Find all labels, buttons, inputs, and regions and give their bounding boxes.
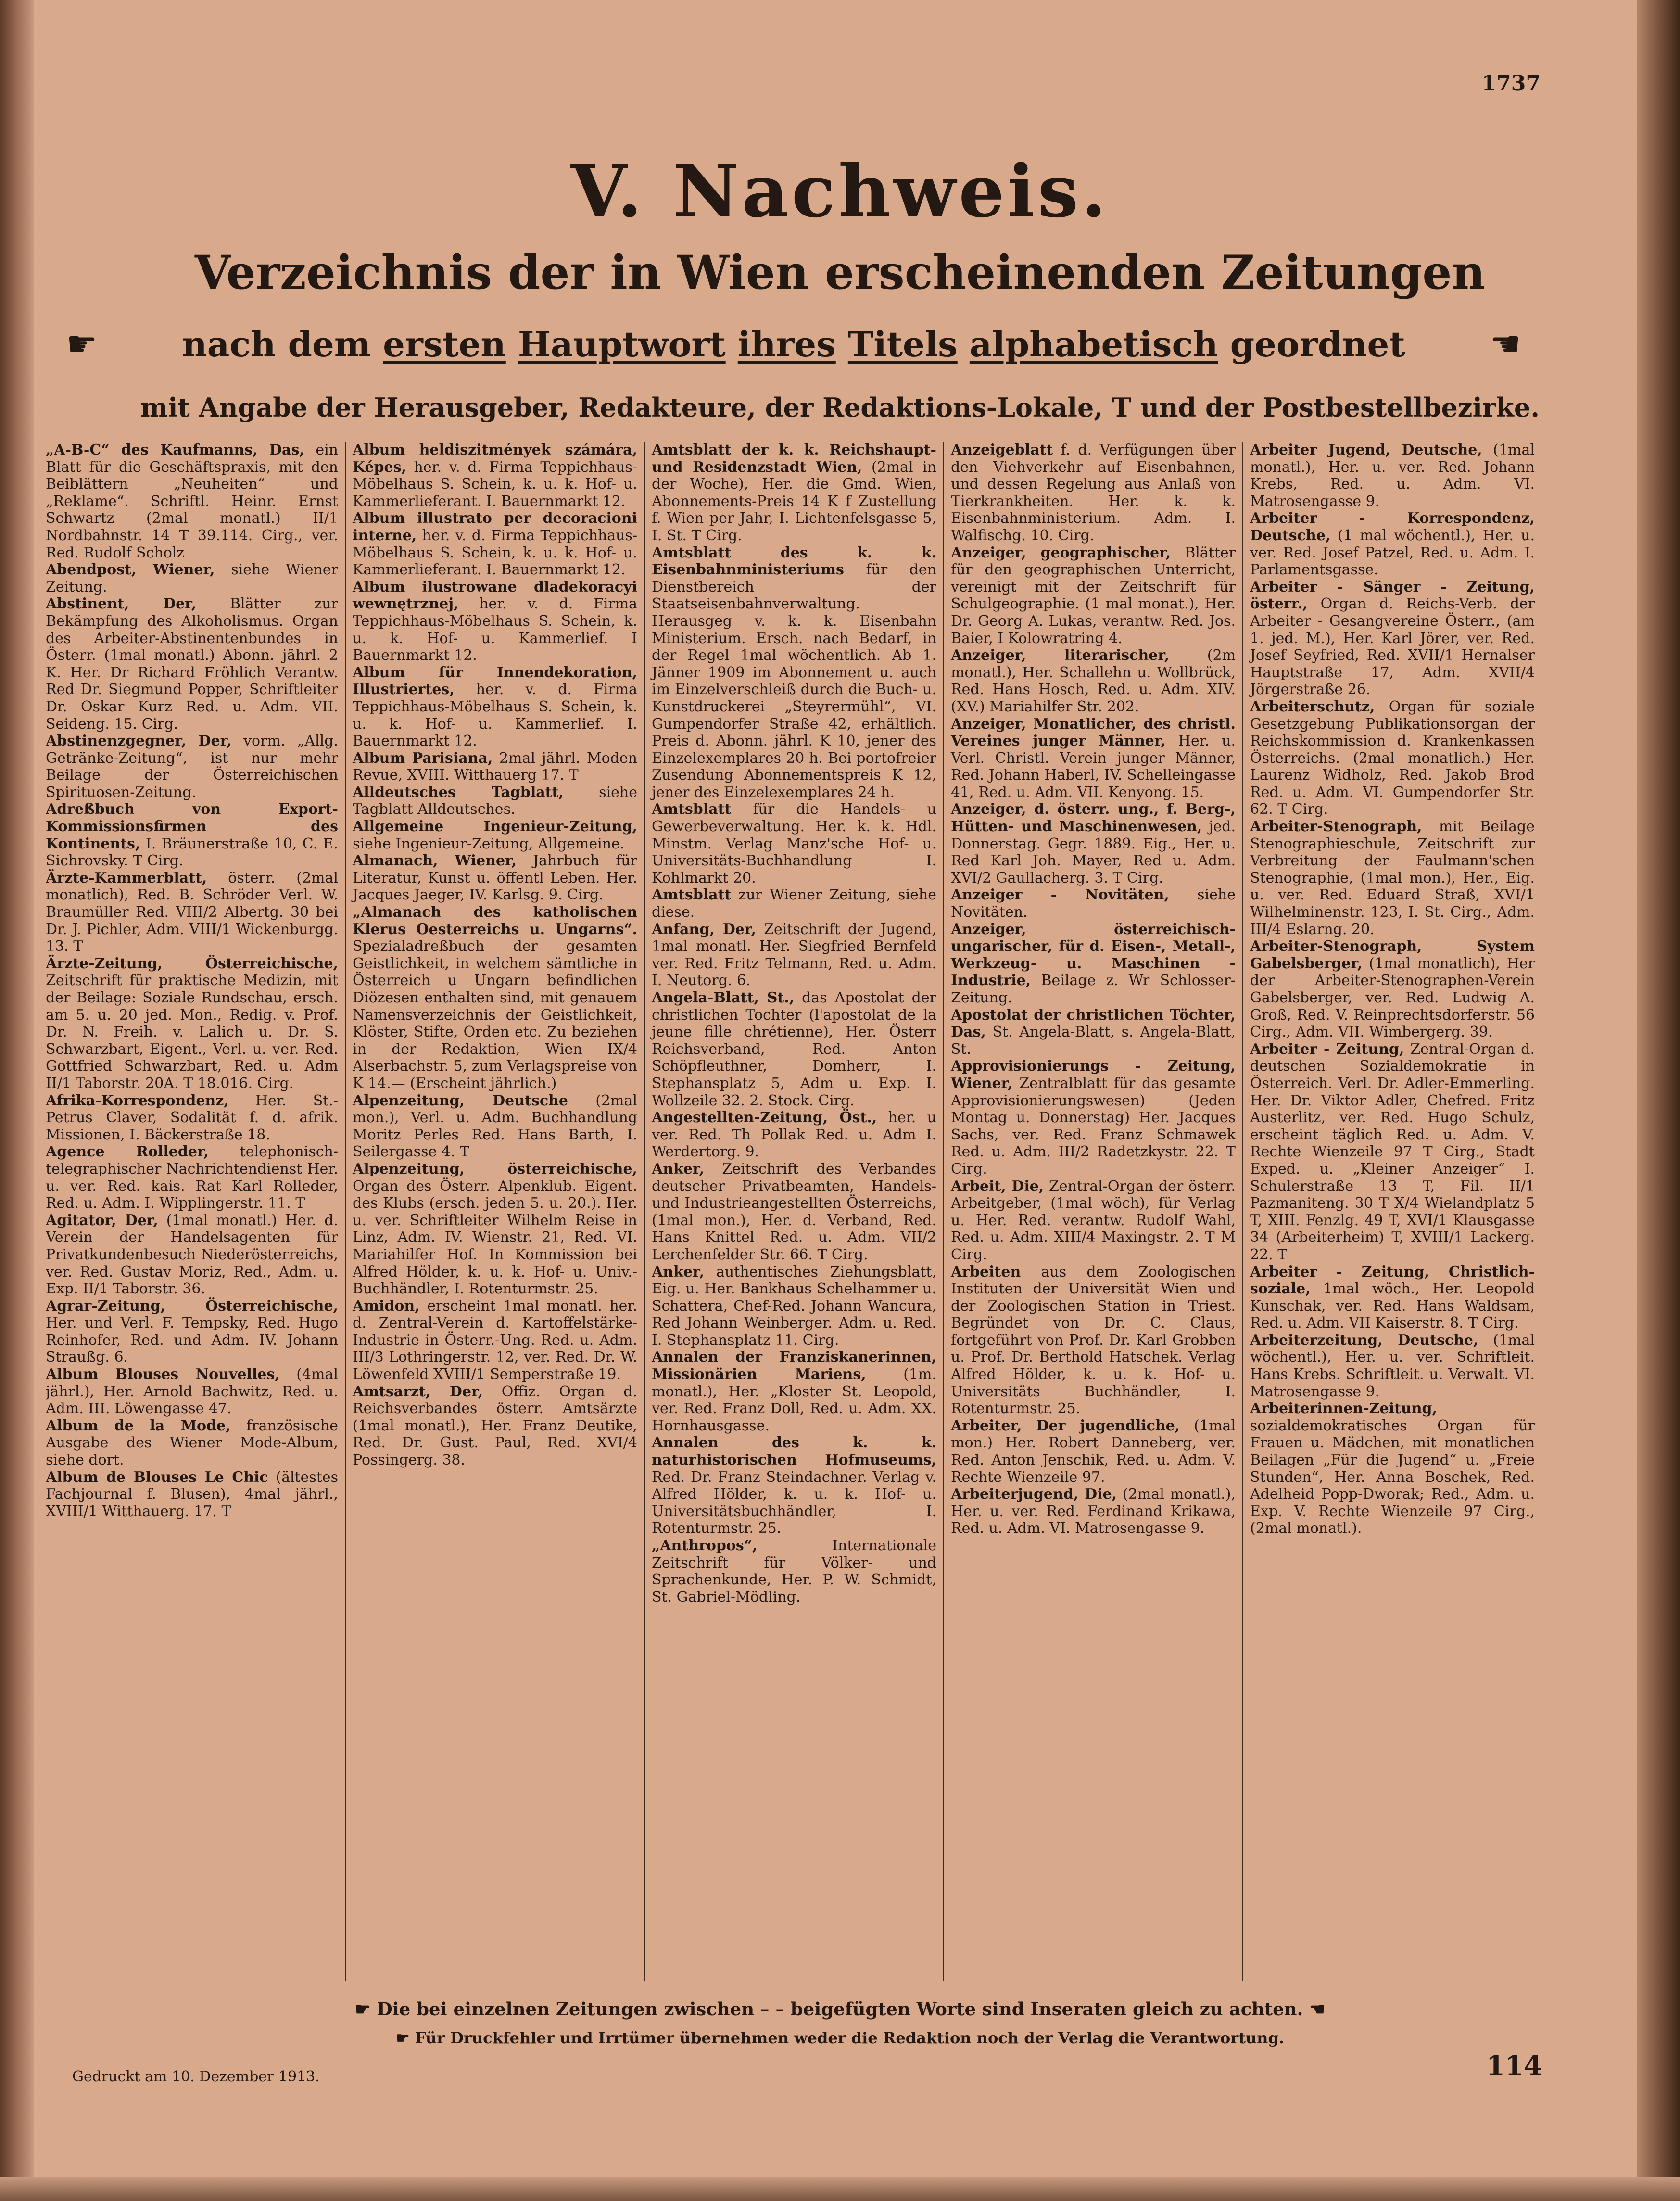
entry-details: f. d. Verfügungen über den Viehverkehr auf Eisenbahnen, und dessen Regelung aus Anlaß von Tierkrankheiten. Her. k. k. Eisenbahnministerium. Adm. I. Walfischg. 10. Cirg.	[951, 442, 1236, 544]
entry-title: Album Parisiana,	[353, 749, 493, 767]
listing-entry	[353, 784, 637, 818]
entry-details: Her. u. Verl. Christl. Verein junger Männer, Red. Johann Haberl, IV. Schelleingasse 41, Red. u. Adm. VII. Kenyong. 15.	[951, 733, 1236, 801]
entry-title: Afrika-Korrespondenz,	[46, 1092, 229, 1109]
entry-details: Zentral-Organ der österr. Arbeitgeber, (1mal wöch), für Verlag u. Her. Red. verantw. Rudolf Wahl, Red. u. Adm. XIII/4 Maxingstr. 2. T M Cirg.	[951, 1177, 1236, 1263]
entry-details: Zentralblatt für das gesamte Approvisionierungswesen) (Jeden Montag u. Donnerstag) Her. Jacques Sachs, ver. Red. Franz Schmawek Red. u. Adm. III/2 Radetzkystr. 22. T Cirg.	[951, 1075, 1236, 1177]
entry-title: Anzeiger, literarischer,	[951, 647, 1170, 664]
entry-title: Angela-Blatt, St.,	[652, 989, 795, 1006]
entry-details: vorm. „Allg. Getränke-Zeitung“, ist nur mehr Beilage der Österreichischen Spirituosen-Zeitung.	[46, 733, 338, 801]
listing-entry	[353, 1298, 637, 1383]
entry-details: (2mal mon.), Verl. u. Adm. Buchhandlung Moritz Perles Red. Hans Barth, I. Seilergasse 4. T	[353, 1092, 637, 1161]
entry-details: her. v. d. Firma Teppichhaus-Möbelhaus S. Schein, k. u. k. Hof- u. Kammerlief. I. Bauernmarkt 12.	[353, 681, 638, 750]
listing-entry	[652, 1434, 936, 1537]
listing-entry	[652, 1161, 936, 1264]
entry-title: „Anthropos“,	[652, 1537, 758, 1554]
entry-details: 1mal wöch., Her. Leopold Kunschak, ver. Red. Hans Waldsam, Red. u. Adm. VII Kaiserstr. 8. T Cirg.	[1250, 1280, 1535, 1332]
ordering-note-text	[118, 324, 1469, 365]
listing-entry	[652, 1109, 936, 1161]
entry-title: Approvisionierungs - Zeitung, Wiener,	[951, 1058, 1236, 1092]
entry-details: I. Bräunerstraße 10, C. E. Sichrovsky. T Cirg.	[46, 835, 338, 870]
listing-entry	[46, 733, 338, 801]
entry-details: Blätter für den geographischen Unterricht, vereinigt mit der Zeitschrift für Schulgeographie. (1 mal monat.), Her. Dr. Georg A. Lukas, verantw. Red. Jos. Baier, I Kolowratring 4.	[951, 544, 1236, 647]
entry-title: Arbeiter - Zeitung,	[1250, 1040, 1404, 1058]
listing-entry	[652, 442, 936, 544]
listing-entry	[353, 579, 637, 664]
listing-column	[943, 442, 1242, 1981]
entry-details: österr. (2mal monatlich), Red. B. Schröder Verl. W. Braumüller Red. VIII/2 Albertg. 30 bei Dr. J. Pichler, Adm. VIII/1 Wickenburgg. 13. T	[46, 869, 338, 955]
entry-details: mit Beilage Stenographieschule, Zeitschrift zur Verbreitung der Faulmann'schen Stenographie, (1mal mon.), Her., Eig. u. ver. Red. Eduard Straß, XVI/1 Wilhelminenstr. 123, I. St. Cirg., Adm. III/4 Eslarng. 20.	[1250, 818, 1535, 938]
entry-details: her. v. d. Firma Teppichhaus-Möbelhaus S. Schein, k. u. k. Hof- u. Kammerlieferant. I. Bauernmarkt 12.	[353, 458, 638, 510]
entry-title: Amtsarzt, Der,	[353, 1383, 483, 1400]
entry-details: Her. und Verl. F. Tempsky, Red. Hugo Reinhofer, Red. und Adm. IV. Johann Straußg. 6.	[46, 1315, 338, 1366]
entry-title: Apostolat der christlichen Töchter, Das,	[951, 1006, 1236, 1041]
entry-title: Arbeiterinnen-Zeitung,	[1250, 1400, 1437, 1417]
entry-title: Arbeiter-Stenograph, System Gabelsberger,	[1250, 938, 1535, 972]
listing-entry	[1250, 510, 1535, 578]
entry-title: Alpenzeitung, Deutsche	[353, 1092, 568, 1109]
entry-title: Arbeiter, Der jugendliche,	[951, 1417, 1180, 1434]
print-date: Gedruckt am 10. Dezember 1913.	[72, 2068, 320, 2085]
sheet-number: 114	[1486, 2050, 1542, 2082]
ordering-word: Titels	[847, 323, 958, 365]
ordering-word: Hauptwort	[518, 323, 726, 365]
entry-title: Alldeutsches Tagblatt,	[353, 784, 564, 801]
entry-details: (1mal wöchentl.), Her. u. ver. Schriftleit. Hans Krebs. Schriftleit. u. Verwalt. VI. Matrosengasse 9.	[1250, 1331, 1535, 1400]
entry-title: Adreßbuch von Export-Kommissionsfirmen des Kontinents,	[46, 801, 338, 852]
listing-entry	[46, 1212, 338, 1298]
listing-entry	[353, 750, 637, 784]
entry-title: Anzeiger - Novitäten,	[951, 886, 1169, 904]
listing-entry	[951, 1486, 1236, 1537]
entry-details: Organ für soziale Gesetzgebung Publikationsorgan der Reichskommission d. Krankenkassen Österreichs. (2mal monatlich.) Her. Laurenz Widholz, Red. Jakob Brod Red. u. Adm. VI. Gumpendorfer Str. 62. T Cirg.	[1250, 698, 1535, 818]
entry-details: sozialdemokratisches Organ für Frauen u. Mädchen, mit monatlichen Beilagen „Für die Jugend“ u. „Freie Stunden“, Her. Anna Boschek, Red. Adelheid Popp-Dworak; Red., Adm. u. Exp. V. Rechte Wienzeile 97 Cirg., (2mal monatl.).	[1250, 1417, 1535, 1537]
entry-title: Abstinent, Der,	[46, 595, 197, 613]
listing-entry	[652, 801, 936, 886]
entry-details: für die Handels- u Gewerbeverwaltung. Her. k. k. Hdl. Minstm. Verlag Manz'sche Hof- u. Universitäts-Buchhandlung I. Kohlmarkt 20.	[652, 801, 936, 886]
entry-details: Internationale Zeitschrift für Völker- und Sprachenkunde, Her. P. W. Schmidt, St. Gabriel-Mödling.	[652, 1537, 936, 1606]
listing-entry	[951, 442, 1236, 544]
entry-details: her. u ver. Red. Th Pollak Red. u. Adm I. Werdertorg. 9.	[652, 1109, 937, 1161]
entry-details: telephonisch-telegraphischer Nachrichtendienst Her. u. ver. Red. kais. Rat Karl Rolleder, Red. u. Adm. I. Wipplingerstr. 11. T	[46, 1143, 338, 1212]
listing-entry	[951, 716, 1236, 801]
listing-entry	[951, 921, 1236, 1007]
entry-details: Zeitschrift des Verbandes deutscher Privatbeamten, Handels- und Industrieangestellten Österreichs, (1mal mon.), Her. d. Verband, Red. Hans Knittel Red. u. Adm. VII/2 Lerchenfelder Str. 66. T Cirg.	[652, 1160, 936, 1263]
listing-entry	[46, 1298, 338, 1366]
listing-entry	[353, 818, 637, 852]
entry-details: siehe Wiener Zeitung.	[46, 561, 338, 595]
entry-details: siehe Ingenieur-Zeitung, Allgemeine.	[353, 835, 625, 852]
pointing-hand-left-icon: ☚	[1490, 324, 1521, 364]
listing-entry	[353, 904, 637, 1092]
entry-details: (4mal jährl.), Her. Arnold Bachwitz, Red. u. Adm. III. Löwengasse 47.	[46, 1366, 338, 1417]
entry-title: Anfang, Der,	[652, 921, 756, 938]
entry-title: Ärzte-Kammerblatt,	[46, 869, 207, 886]
entry-details: Blätter zur Bekämpfung des Alkoholismus. Organ des Arbeiter-Abstinentenbundes in Österr. (1mal monatl.) Abonn. jährl. 2 K. Her. Dr Richard Fröhlich Verantw. Red Dr. Siegmund Popper, Schriftleiter Dr. Oskar Kurz Red. u. Adm. VII. Seideng. 15. Cirg.	[46, 595, 338, 733]
entry-details: her. v. d. Firma Teppichhaus-Möbelhaus S. Schein, k. u. k. Hof- u. Kammerlieferant. I. Bauernmarkt 12.	[353, 527, 638, 579]
entry-details: St. Angela-Blatt, s. Angela-Blatt, St.	[951, 1024, 1236, 1058]
entry-title: Arbeit, Die,	[951, 1177, 1044, 1195]
listing-entry	[1250, 442, 1535, 510]
listing-entry	[1250, 579, 1535, 698]
ordering-word: ersten	[383, 323, 506, 365]
listing-entry	[353, 664, 637, 750]
entry-details: ein Blatt für die Geschäftspraxis, mit den Beiblättern „Neuheiten“ und „Reklame“. Schriftl. Heinr. Ernst Schwartz (2mal monatl.) II/1 Nordbahnstr. 14 T 39.114. Cirg., ver. Red. Rudolf Scholz	[46, 442, 338, 561]
entry-title: Anzeiger, Monatlicher, des christl. Vereines junger Männer,	[951, 715, 1236, 750]
entry-title: Allgemeine Ingenieur-Zeitung,	[353, 818, 637, 835]
entry-title: Arbeiter - Korrespondenz, Deutsche,	[1250, 510, 1535, 544]
entry-title: Arbeiterjugend, Die,	[951, 1486, 1117, 1503]
entry-title: Anker,	[652, 1263, 705, 1280]
section-title: V. Nachweis.	[570, 149, 1110, 234]
listing-entry	[951, 1178, 1236, 1264]
entry-title: Arbeiterzeitung, Deutsche,	[1250, 1331, 1478, 1349]
listing-entry	[353, 852, 637, 904]
listing-column	[46, 442, 345, 1981]
listing-entry	[1250, 1041, 1535, 1264]
pointing-hand-right-icon: ☛	[66, 324, 98, 364]
entry-details: her. v. d. Firma Teppichhaus-Möbelhaus S. Schein, k. u. k. Hof- u. Kammerlief. I Bauernmarkt 12.	[353, 595, 637, 664]
listing-entry	[951, 544, 1236, 647]
listing-entry	[353, 510, 637, 578]
entry-details: Zeitschrift für praktische Medizin, mit der Beilage: Soziale Rundschau, ersch. am 5. u. 20 jed. Mon., Redig. v. Prof. Dr. N. Freih. v. Lalich u. Dr. S. Schwarzbart, Eigent., Verl. u. ver. Red. Gottfried Schwarzbart, Red. u. Adm II/1 Taborstr. 20A. T 18.016. Cirg.	[46, 972, 338, 1092]
entry-title: „Almanach des katholischen Klerus Oesterreichs u. Ungarns“.	[353, 904, 637, 938]
entry-title: Arbeiter Jugend, Deutsche,	[1250, 442, 1482, 458]
listing-entry	[46, 1143, 338, 1212]
ordering-word: alphabetisch	[969, 323, 1218, 365]
entry-details: Spezialadreßbuch der gesamten Geistlichkeit, in welchem sämtliche in Österreich u Ungarn befindlichen Diözesen enthalten sind, mit genauem Namensverzeichnis der Geistlichkeit, Klöster, Stifte, Orden etc. Zu beziehen in der Redaktion, Wien IX/4 Alserbachstr. 5, zum Verlagspreise von K 14.— (Erscheint jährlich.)	[353, 938, 637, 1092]
entry-title: Annalen der Franziskanerinnen, Missionärien Mariens,	[652, 1349, 936, 1383]
entry-details: Red. Dr. Franz Steindachner. Verlag v. Alfred Hölder, k. u. k. Hof- u. Universitätsbuchhändler, I. Rotenturmstr. 25.	[652, 1468, 936, 1537]
entry-title: Album heldiszitmények számára, Képes,	[353, 442, 637, 476]
entry-details: (1m. monatl.), Her. „Kloster St. Leopold, ver. Red. Franz Doll, Red. u. Adm. XX. Hornhausgasse.	[652, 1366, 936, 1434]
footer-note-inserts: ☛ Die bei einzelnen Zeitungen zwischen – – beigefügten Worte sind Inseraten gleich zu achten. ☚	[354, 1999, 1326, 2020]
listing-entry	[46, 1469, 338, 1520]
listing-entry	[1250, 698, 1535, 818]
listing-entry	[1250, 1264, 1535, 1332]
listing-entry	[46, 955, 338, 1092]
listing-entry	[353, 1092, 637, 1161]
entry-title: Anzeigeblatt	[951, 442, 1053, 458]
listing-column	[644, 442, 943, 1981]
page-number: 1737	[1481, 71, 1541, 96]
listing-column	[345, 442, 644, 1981]
entry-title: Agrar-Zeitung, Österreichische,	[46, 1297, 338, 1315]
section-subtitle: Verzeichnis der in Wien erscheinenden Zeitungen	[194, 245, 1486, 300]
listing-entry	[1250, 1400, 1535, 1537]
entry-title: Alpenzeitung, österreichische,	[353, 1160, 637, 1177]
entry-title: Arbeiterschutz,	[1250, 698, 1375, 715]
entry-title: Abendpost, Wiener,	[46, 561, 215, 579]
page-edge-right	[1637, 0, 1680, 2201]
entry-details: Organ d. Reichs-Verb. der Arbeiter - Gesangvereine Österr., (am 1. jed. M.), Her. Karl Jörer, ver. Red. Josef Seyfried, Red. XVII/1 Hernalser Hauptstraße 17, Adm. XVII/4 Jörgerstraße 26.	[1250, 595, 1535, 698]
listing-entry	[46, 1417, 338, 1469]
entry-title: Abstinenzgegner, Der,	[46, 733, 232, 750]
entry-details: authentisches Ziehungsblatt, Eig. u. Her. Bankhaus Schelhammer u. Schattera, Chef-Red. Johann Wancura, Red Johann Weinberger. Adm. u. Red. I. Stephansplatz 11. Cirg.	[652, 1263, 936, 1349]
entry-details: siehe Tagblatt Alldeutsches.	[353, 784, 637, 818]
entry-title: Agitator, Der,	[46, 1212, 158, 1229]
listing-entry	[951, 801, 1236, 886]
entry-title: Agence Rolleder,	[46, 1143, 209, 1161]
listing-entry	[652, 989, 936, 1109]
listing-entry	[652, 544, 936, 801]
listing-entry	[46, 1366, 338, 1417]
entry-details: das Apostolat der christlichen Tochter (l'apostolat de la jeune fille chrétienne), Her. Österr Reichsverband, Red. Anton Schöpfleuthner, Domherr, I. Stephansplatz 5, Adm u. Exp. I. Wollzeile 32. 2. Stock. Cirg.	[652, 989, 936, 1109]
listing-entry	[951, 1417, 1236, 1486]
listing-entry	[652, 1264, 936, 1349]
listing-entry	[1250, 1332, 1535, 1400]
page-edge-bottom	[0, 2177, 1680, 2201]
entry-details: (1mal monatl.), Her. u. ver. Red. Johann Krebs, Red. u. Adm. VI. Matrosengasse 9.	[1250, 442, 1535, 510]
listing-entry	[951, 1007, 1236, 1058]
entry-title: Album für Innendekoration, Illustriertes,	[353, 664, 637, 698]
ordering-word: geordnet	[1230, 323, 1405, 365]
listing-entry	[1250, 938, 1535, 1041]
entry-title: „A-B-C“ des Kaufmanns, Das,	[46, 442, 304, 458]
entry-title: Annalen des k. k. naturhistorischen Hofmuseums,	[652, 1434, 936, 1469]
entry-title: Amtsblatt	[652, 801, 732, 818]
entry-details: jed. Donnerstag. Gegr. 1889. Eig., Her. u. Red Karl Joh. Mayer, Red u. Adm. XVI/2 Gaullacherg. 3. T Cirg.	[951, 818, 1236, 886]
entry-details: Her. St.-Petrus Claver, Sodalität f. d. afrik. Missionen, I. Bäckerstraße 18.	[46, 1092, 338, 1143]
entry-details: (2m monatl.), Her. Schallehn u. Wollbrück, Red. Hans Hosch, Red. u. Adm. XIV. (XV.) Mariahilfer Str. 202.	[951, 647, 1236, 715]
listing-entry	[353, 442, 637, 510]
entry-details: (1 mal wöchentl.), Her. u. ver. Red. Josef Patzel, Red. u. Adm. I. Parlamentsgasse.	[1250, 527, 1535, 579]
entry-title: Anzeiger, österreichisch-ungarischer, für d. Eisen-, Metall-, Werkzeug- u. Maschinen - Industrie,	[951, 921, 1236, 989]
entry-title: Ärzte-Zeitung, Österreichische,	[46, 955, 338, 972]
entry-details: siehe Novitäten.	[951, 886, 1236, 921]
listing-entry	[951, 647, 1236, 715]
entry-details: (2mal monatl.), Her. u. ver. Red. Ferdinand Krikawa, Red. u. Adm. VI. Matrosengasse 9.	[951, 1486, 1236, 1537]
listing-entry	[951, 1264, 1236, 1417]
entry-title: Album Blouses Nouvelles,	[46, 1366, 280, 1383]
footer-note-disclaimer: ☛ Für Druckfehler und Irrtümer übernehmen weder die Redaktion noch der Verlag die Verantwortung.	[396, 2029, 1284, 2047]
entry-details: aus dem Zoologischen Instituten der Universität Wien und der Zoologischen Station in Triest. Begründet von Dr. C. Claus, fortgeführt von Prof. Dr. Karl Grobben u. Prof. Dr. Berthold Hatschek. Verlag Alfred Hölder, k. u. k. Hof- u. Universitäts Buchhändler, I. Rotenturmstr. 25.	[951, 1263, 1236, 1417]
entry-title: Album de la Mode,	[46, 1417, 231, 1434]
listing-entry	[46, 561, 338, 595]
entry-details: zur Wiener Zeitung, siehe diese.	[652, 886, 936, 921]
listing-entry	[652, 1349, 936, 1434]
listing-entry	[353, 1161, 637, 1298]
entry-details: Organ des Österr. Alpenklub. Eigent. des Klubs (ersch. jeden 5. u. 20.). Her. u. ver. Schriftleiter Wilhelm Reise in Linz, Adm. IV. Wienstr. 21, Red. VI. Mariahilfer Hof. In Kommission bei Alfred Hölder, k. u. k. Hof- u. Univ.-Buchhändler, I. Rotenturmstr. 25.	[353, 1177, 637, 1298]
ordering-word: ihres	[737, 323, 836, 365]
entry-details: (1mal monatlich), Her der Arbeiter-Stenographen-Verein Gabelsberger, ver. Red. Ludwig A. Groß, Red. V. Reinprechtsdorferstr. 56 Cirg., Adm. VII. Wimbergerg. 39.	[1250, 955, 1535, 1041]
listing-entry	[1250, 818, 1535, 938]
listing-entry	[46, 442, 338, 561]
entry-title: Amtsblatt der k. k. Reichshaupt- und Residenzstadt Wien,	[652, 442, 936, 476]
entry-details: für den Dienstbereich der Staatseisenbahnverwaltung. Herausgeg v. k. k. Eisenbahn Ministerium. Ersch. nach Bedarf, in der Regel 1mal wöchentlich. Ab 1. Jänner 1909 im Abonnement u. auch im Einzelverschleiß durch die Buch- u. Kunstdruckerei „Steyrermühl“, VI. Gumpendorfer Straße 42, erhältlich. Preis d. Abonn. jährl. K 10, jener des Einzelexemplares 20 h. Bei portofreier Zusendung Abonnementspreis K 12, jener des Einzelexemplares 24 h.	[652, 561, 936, 801]
listing-entry	[46, 1092, 338, 1144]
entry-details: (1mal monatl.) Her. d. Verein der Handelsagenten für Privatkundenbesuch Niederösterreichs, ver. Red. Gustav Moriz, Red., Adm. u. Exp. II/1 Taborstr. 36.	[46, 1212, 339, 1298]
listing-entry	[46, 801, 338, 869]
entry-details: (1mal mon.) Her. Robert Danneberg, ver. Red. Anton Jenschik, Red. u. Adm. V. Rechte Wienzeile 97.	[951, 1417, 1236, 1486]
listing-entry	[951, 1058, 1236, 1177]
entry-details: französische Ausgabe des Wiener Mode-Album, siehe dort.	[46, 1417, 338, 1469]
newspaper-listing	[46, 442, 1541, 1981]
listing-column	[1242, 442, 1541, 1981]
ordering-note	[46, 320, 1541, 368]
entry-title: Anzeiger, d. österr. ung., f. Berg-, Hütten- und Maschinenwesen,	[951, 801, 1236, 835]
entry-title: Amtsblatt des k. k. Eisenbahnministeriums	[652, 544, 936, 579]
entry-details: Beilage z. Wr Schlosser-Zeitung.	[951, 972, 1236, 1006]
entry-title: Album illustrato per decoracioni interne,	[353, 510, 637, 544]
entry-title: Angestellten-Zeitung, Öst.,	[652, 1109, 877, 1126]
entry-title: Arbeiter - Sänger - Zeitung, österr.,	[1250, 578, 1535, 613]
listing-entry	[951, 886, 1236, 921]
entry-title: Almanach, Wiener,	[353, 852, 517, 870]
entry-title: Anzeiger, geographischer,	[951, 544, 1171, 561]
listing-entry	[652, 921, 936, 989]
entry-details: Offiz. Organ d. Reichsverbandes österr. Amtsärzte (1mal monatl.), Her. Franz Deutike, Red. Dr. Gust. Paul, Red. XVI/4 Possingerg. 38.	[353, 1383, 637, 1469]
listing-entry	[46, 870, 338, 955]
entry-title: Anker,	[652, 1160, 705, 1177]
entry-title: Amidon,	[353, 1297, 420, 1315]
listing-entry	[353, 1383, 637, 1469]
entry-title: Arbeiten	[951, 1263, 1021, 1280]
entry-details: (2mal in der Woche), Her. die Gmd. Wien, Abonnements-Preis 14 K f Zustellung f. Wien per Jahr, I. Lichtenfelsgasse 5, I. St. T Cirg.	[652, 458, 936, 544]
entry-title: Arbeiter - Zeitung, Christlich-soziale,	[1250, 1263, 1535, 1298]
entry-title: Arbeiter-Stenograph,	[1250, 818, 1422, 835]
listing-entry	[46, 595, 338, 733]
entry-title: Amtsblatt	[652, 886, 732, 904]
entry-details: Zeitschrift der Jugend, 1mal monatl. Her. Siegfried Bernfeld ver. Red. Fritz Telmann, Red. u. Adm. I. Neutorg. 6.	[652, 921, 936, 989]
entry-title: Album de Blouses Le Chic	[46, 1468, 268, 1486]
entry-details: Jahrbuch für Literatur, Kunst u. öffentl Leben. Her. Jacques Jaeger, IV. Karlsg. 9. Cirg.	[353, 852, 637, 904]
entry-title: Album ilustrowane dladekoracyi wewnętrznej,	[353, 578, 637, 613]
entry-details: Zentral-Organ d. deutschen Sozialdemokratie in Österreich. Verl. Dr. Adler-Emmerling. Her. Dr. Viktor Adler, Chefred. Fritz Austerlitz, ver. Red. Hugo Schulz, erscheint täglich Red. u. Adm. V. Rechte Wienzeile 97 T Cirg., Stadt Exped. u. „Kleiner Anzeiger“ I. Schulerstraße 13 T, Fil. II/1 Pazmaniteng. 30 T X/4 Wielandplatz 5 T, XIII. Fenzlg. 49 T, XVI/1 Klausgasse 34 (Arbeiterheim) T, XVIII/1 Lackerg. 22. T	[1250, 1040, 1535, 1263]
page-edge-left	[0, 0, 34, 2201]
entry-details: erscheint 1mal monatl. her. d. Zentral-Verein d. Kartoffelstärke-Industrie in Österr.-Ung. Red. u. Adm. III/3 Lothringerstr. 12, ver. Red. Dr. W. Löwenfeld XVIII/1 Semperstraße 19.	[353, 1297, 637, 1383]
entry-details: (ältestes Fachjournal f. Blusen), 4mal jährl., XVIII/1 Witthauerg. 17. T	[46, 1468, 338, 1520]
listing-entry	[652, 886, 936, 921]
listing-entry	[652, 1537, 936, 1606]
entry-details: 2mal jährl. Moden Revue, XVIII. Witthauerg 17. T	[353, 749, 637, 784]
ordering-word: nach dem	[182, 323, 371, 365]
section-description: mit Angabe der Herausgeber, Redakteure, der Redaktions-Lokale, T und der Postbestellbezirke.	[140, 392, 1540, 423]
